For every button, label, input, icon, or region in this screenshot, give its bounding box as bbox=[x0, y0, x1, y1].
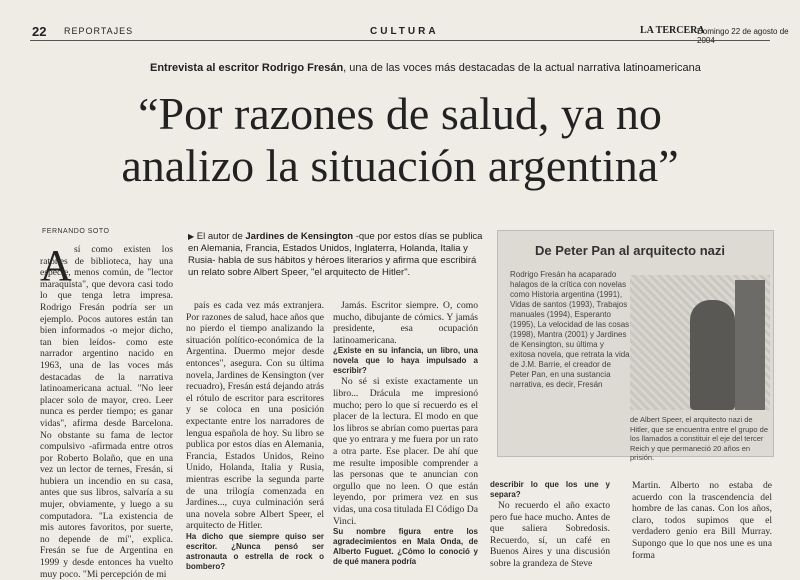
photo-figure-2 bbox=[735, 280, 765, 410]
topic-label: CULTURA bbox=[370, 26, 439, 37]
body-col2-text: país es cada vez más extranjera. Por razones de salud, hace años que no pierdo el tiempo analizando la situación político-económica de la Argentina. Duermo mejor desde entonces", asegura. Con su última novela, Jardines de Kensington (ver recuadro), Fresán está dejando atrás el rótulo de escritor para escritores y se coloca en una posición expectante entre los narradores de lengua española de hoy. Su libro se publica por estos días en Alemania, Francia, Estados Unidos, Reino Unido, Holanda, Italia y Rusia, mientras escribe la segunda parte de una trilogía comenzada en Jardines..., cuya culminación será una novela sobre Albert Speer, el arquitecto de Hitler. bbox=[186, 300, 324, 532]
body-col4-text: No recuerdo el año exacto pero fue hace mucho. Antes de que saliera Sobredosis. Recuerdo, sí, un café en Buenos Aires y una discusión sobre la grandeza de Steve bbox=[490, 500, 610, 569]
headline-line-1: “Por razones de salud, ya no bbox=[138, 88, 662, 139]
body-column-4 bbox=[490, 480, 610, 570]
newspaper-name: LA TERCERA bbox=[640, 25, 705, 36]
deck bbox=[188, 231, 488, 279]
body-col3-text-b: No sé si existe exactamente un libro... Drácula me impresionó mucho; pero lo que sí recuerdo es el placer de la lectura. El modo en que los libros se abrían como puertas para que yo entrara y me fuera por un rato a otra parte. Ese placer. De ahí que me resulte imposible comprender a las personas que te anuncian con orgullo que no leen. O que están leyendo, por primera vez en sus vidas, una cosa titulada El Código Da Vinci. bbox=[333, 376, 478, 527]
drop-cap: A bbox=[40, 241, 72, 290]
deck-marker-icon: ▶ bbox=[188, 232, 195, 241]
body-col1-text: sí como existen los ratones de biblioteca, hay una especie, menos común, de "lector maraquista", que devora casi todo lo que tenga letra impresa. Rodrigo Fresán podría ser un ejemplo. Pocos autores están tan bien informados -o mejor dicho, tan bien leídos- como este narrador argentino nacido en 1963, una de las voces más destacadas de la narrativa latinoamericana actual. "No leer placer solo de mayor, creo. Leer nunca es perder tiempo; es ganar vidas", afirma desde Barcelona. No obstante su fama de lector compulsivo -afirmada entre otros por Roberto Bolaño, que en una vez un lector de ternes, Fresán, si hubiera un incendio en su casa, antes que sus libros, salvaría a su mujer, obviamente, y luego a su computadora. "La existencia de mis autores favoritos, por suerte, no depende de mí", explica. Fresán se fue de Argentina en 1999 y desde entonces ha vuelto muy poco. "Mi percepción de mi bbox=[40, 244, 173, 580]
issue-date: Domingo 22 de agosto de bbox=[697, 27, 789, 36]
byline: FERNANDO SOTO bbox=[42, 228, 110, 235]
deck-text-1: El autor de bbox=[194, 231, 246, 242]
kicker-rest: , una de las voces más destacadas de la actual narrativa latinoamericana bbox=[343, 62, 701, 74]
question-2: ¿Existe en su infancia, un libro, una novela que lo haya impulsado a escribir? bbox=[333, 346, 478, 376]
body-col5-text: Martin. Alberto no estaba de acuerdo con la trascendencia del hombre de las canas. Con los años, claro, todos supimos que el verdadero genio era Bill Murray. Supongo que lo que nos une es una forma bbox=[632, 480, 772, 561]
section-label: REPORTAJES bbox=[64, 26, 134, 36]
body-column-5 bbox=[632, 480, 772, 561]
body-column-1 bbox=[40, 241, 173, 580]
question-3-cont: describir lo que los une y separa? bbox=[490, 480, 610, 499]
body-column-2 bbox=[186, 300, 324, 572]
question-3: Su nombre figura entre los agradecimientos en Mala Onda, de Alberto Fuguet. ¿Cómo lo conoció y de qué manera podría bbox=[333, 527, 478, 567]
header-rule bbox=[30, 40, 770, 41]
kicker bbox=[150, 62, 701, 74]
deck-bold: Jardines de Kensington bbox=[245, 231, 354, 242]
photo-box-caption-2: de Albert Speer, el arquitecto nazi de Hitler, que se encuentra entre el grupo de los llamados a constituir el eje del tercer Reich y que permaneció 20 años en prisión. bbox=[630, 415, 769, 462]
body-col3-text-a: Jamás. Escritor siempre. O, como mucho, dibujante de cómics. Y jamás presidente, esa ocupación latinoamericana. bbox=[333, 300, 478, 346]
kicker-bold: Entrevista al escritor Rodrigo Fresán bbox=[150, 62, 344, 74]
headline-line-2: analizo la situación argentina” bbox=[121, 140, 679, 191]
photo-box-title: De Peter Pan al arquitecto nazi bbox=[535, 243, 726, 258]
headline bbox=[0, 88, 800, 192]
photo-figure bbox=[690, 300, 735, 410]
body-column-3 bbox=[333, 300, 478, 567]
photo-box-caption: Rodrigo Fresán ha acaparado halagos de la crítica con novelas como Historia argentina (1991), Vidas de santos (1993), Trabajos manuales (1994), Esperanto (1995), La velocidad de las cosas (1998), Mantra (2001) y Jardines de Kensington, su última y exitosa novela, que retrata la vida de J.M. Barrie, el creador de Peter Pan, en una sustancia narrativa, es decir, Fresán bbox=[510, 270, 630, 389]
deck-text-2: -que por estos días se publica en Alemania, Francia, Estados Unidos, Inglaterra, Holanda, Italia y Rusia- habla de sus hábitos y héroes literarios y afirma que escribirá un relato sobre Albert Speer, "el arquitecto de Hitler". bbox=[188, 231, 483, 278]
question-1: Ha dicho que siempre quiso ser escritor. ¿Nunca pensó ser astronauta o estrella de rock o bombero? bbox=[186, 531, 324, 571]
page-number: 22 bbox=[32, 24, 47, 39]
